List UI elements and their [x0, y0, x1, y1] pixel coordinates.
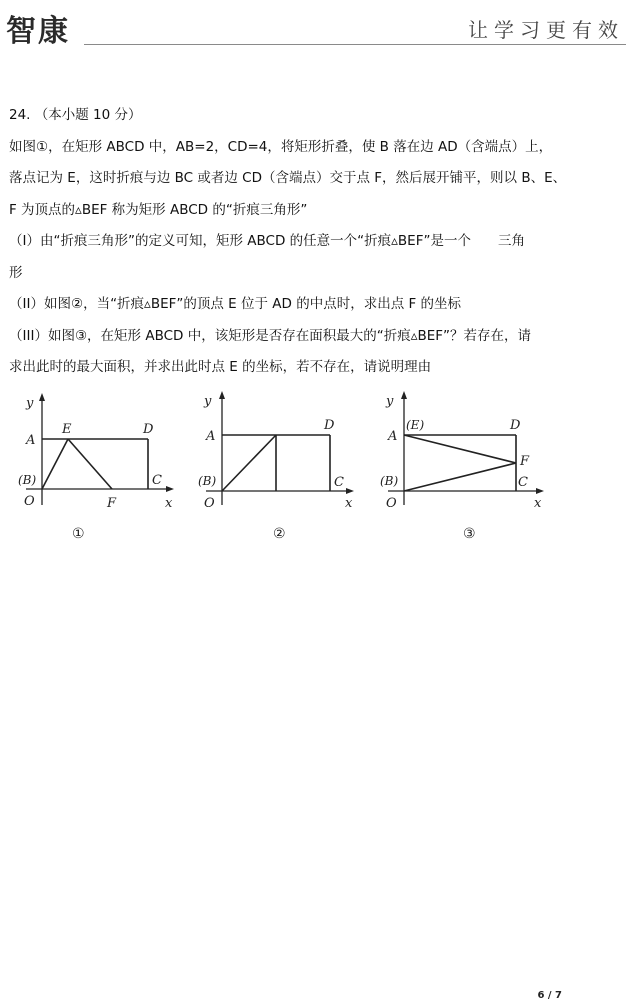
question-line: （II）如图②，当“折痕▵BEF”的顶点 E 位于 AD 的中点时，求出点 F 的坐标 — [9, 296, 462, 312]
label-A: A — [26, 433, 36, 448]
figures-row — [0, 380, 630, 550]
label-C: C — [518, 475, 528, 490]
question-line: F 为顶点的▵BEF 称为矩形 ABCD 的“折痕三角形” — [9, 201, 308, 218]
header-divider — [84, 44, 626, 45]
header-slogan: 让学习更有效 — [468, 18, 624, 42]
question-line: （I）由“折痕三角形”的定义可知，矩形 ABCD 的任意一个“折痕▵BEF”是一个 三角 — [9, 233, 525, 249]
question-line: 求出此时的最大面积，并求出此时点 E 的坐标，若不存在，请说明理由 — [9, 359, 432, 375]
figure-3 — [376, 385, 556, 515]
label-C: C — [334, 475, 344, 490]
label-y: y — [386, 394, 394, 409]
label-D: D — [143, 422, 154, 437]
figure-3-caption: ③ — [463, 526, 476, 542]
label-F: F — [520, 454, 530, 469]
figure-1-caption: ① — [72, 526, 85, 542]
label-C: C — [152, 473, 162, 488]
segment-BF — [404, 463, 516, 491]
label-D: D — [510, 418, 521, 433]
label-O: O — [24, 494, 35, 509]
segment-EF — [404, 435, 516, 463]
label-D: D — [324, 418, 335, 433]
label-E: E — [62, 422, 72, 437]
label-O: O — [386, 496, 397, 511]
label-y: y — [204, 394, 212, 409]
label-x: x — [345, 496, 353, 511]
x-axis-arrow-icon — [166, 486, 174, 492]
figure-2 — [188, 385, 358, 515]
label-B: (B) — [18, 473, 37, 487]
segment-BE — [42, 439, 68, 489]
segment-EF — [68, 439, 112, 489]
figure-2-caption: ② — [273, 526, 286, 542]
label-x: x — [534, 496, 542, 511]
page-number: 6 / 7 — [537, 990, 562, 1001]
label-O: O — [204, 496, 215, 511]
x-axis-arrow-icon — [536, 488, 544, 494]
label-y: y — [26, 396, 34, 411]
label-B: (B) — [380, 474, 399, 488]
question-line: 如图①，在矩形 ABCD 中，AB=2，CD=4，将矩形折叠，使 B 落在边 AD（含端点）上， — [9, 138, 553, 155]
label-x: x — [165, 496, 173, 511]
y-axis-arrow-icon — [219, 391, 225, 399]
y-axis-arrow-icon — [401, 391, 407, 399]
label-E: (E) — [406, 418, 425, 432]
label-A: A — [206, 429, 216, 444]
question-content — [9, 100, 599, 384]
question-line: （III）如图③，在矩形 ABCD 中，该矩形是否存在面积最大的“折痕▵BEF”？若存在，请 — [9, 327, 532, 344]
question-title: 24. （本小题 10 分） — [9, 107, 142, 123]
header-logo: 智康 — [6, 14, 70, 49]
x-axis-arrow-icon — [346, 488, 354, 494]
question-line: 形 — [9, 264, 23, 281]
y-axis-arrow-icon — [39, 393, 45, 401]
figure-1 — [8, 385, 178, 515]
label-A: A — [388, 429, 398, 444]
question-line: 落点记为 E，这时折痕与边 BC 或者边 CD（含端点）交于点 F，然后展开铺平，则以 B、E、 — [9, 170, 567, 186]
label-B: (B) — [198, 474, 217, 488]
label-F: F — [107, 496, 117, 511]
segment-BE — [222, 435, 276, 491]
